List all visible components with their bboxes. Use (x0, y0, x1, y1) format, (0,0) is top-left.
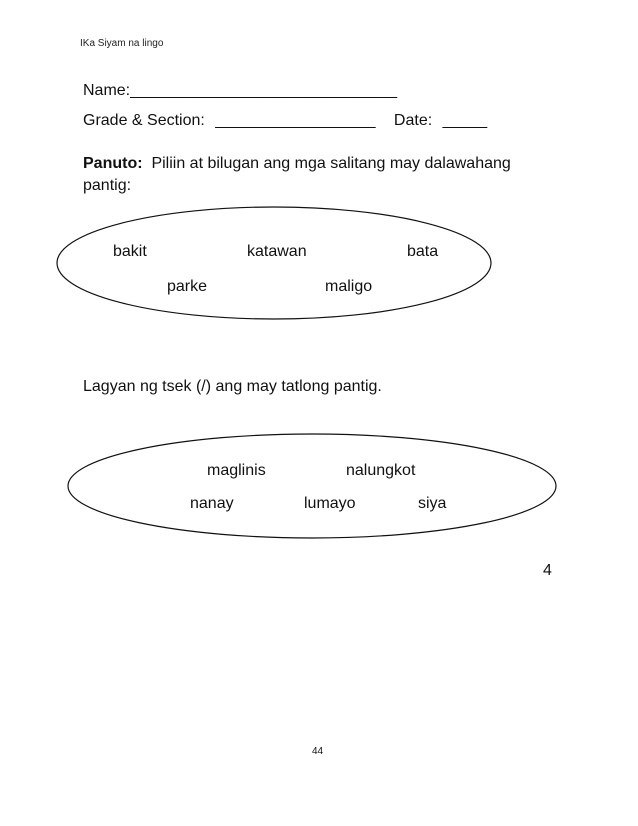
word-item[interactable]: maligo (325, 278, 373, 295)
name-line: Name:______________________________ (83, 82, 398, 99)
item-number: 4 (543, 562, 552, 579)
word-item[interactable]: maglinis (207, 462, 266, 479)
word-item[interactable]: siya (418, 495, 447, 512)
word-item[interactable]: katawan (247, 243, 307, 260)
word-item[interactable]: nalungkot (346, 462, 416, 479)
activity2-instruction: Lagyan ng tsek (/) ang may tatlong pantig. (83, 378, 382, 395)
word-item[interactable]: lumayo (304, 495, 356, 512)
word-item[interactable]: nanay (190, 495, 234, 512)
date-label: Date: (393, 112, 433, 129)
word-item[interactable]: bata (407, 243, 439, 260)
word-item[interactable]: bakit (113, 243, 147, 260)
activity1-text: Piliin at bilugan ang mga salitang may dalawahang pantig: (83, 155, 511, 194)
worksheet-header: IKa Siyam na lingo (80, 38, 164, 49)
grade-blank: __________________ (215, 112, 376, 129)
panuto-label: Panuto: (83, 155, 143, 172)
grade-label: Grade & Section: (83, 112, 205, 129)
word-item[interactable]: parke (167, 278, 208, 295)
date-blank: _____ (442, 112, 488, 129)
ellipse-activity2 (68, 434, 556, 538)
page-number: 44 (312, 746, 324, 757)
